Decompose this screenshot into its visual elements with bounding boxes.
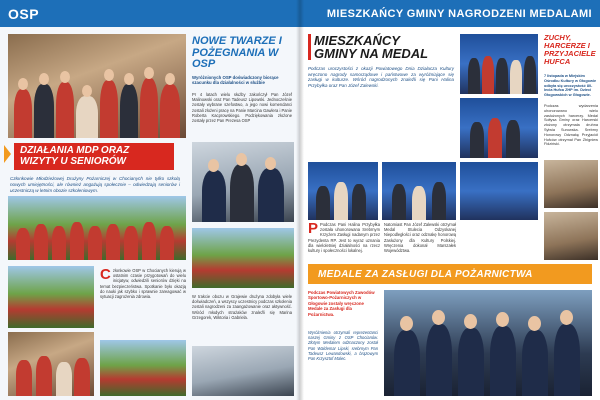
- seniors-meeting-photo: [8, 332, 94, 396]
- medal-band-title: MEDALE ZA ZASŁUGI DLA POŻARNICTWA: [308, 264, 592, 284]
- award-photo: [192, 346, 294, 396]
- right-page: [300, 0, 600, 400]
- title-accent-bar: [308, 34, 311, 60]
- article-body-firefighters: Wyróżnienia otrzymali reprezentanci naszej Gminy z OSP Chocianów. Złotym Medalem odznaczony został Pan Waldemar Lipski, srebrnym Pan Tadeusz Lewandowski, a brązowym Pan Krzysztof Malec.: [308, 330, 378, 362]
- firefighters-photo: [384, 290, 592, 396]
- article-lead-firefighters: Podczas Powiatowych Zawodów Sportowo-Pożarniczych w Głogowie zostały wręczone Medale za Zasługi dla Pożarnictwa.: [308, 290, 375, 317]
- section-header-medals: [300, 0, 600, 27]
- gala-photo-2: [460, 98, 538, 158]
- dropcap-letter: P: [308, 220, 319, 237]
- seniors-visit-photo: [8, 266, 94, 328]
- article-lead-mdp: Członkowie Młodzieżowej Drużyny Pożarniczej w Chocianych nie tylko szkolą nowych umiejętności, ale również angażują społecznie – odwiedzają seniorów i uczestniczą w letnim obozie szkoleniowym.: [10, 176, 180, 193]
- article-title-mdp: DZIAŁANIA MDP ORAZ WIZYTY U SENIORÓW: [14, 143, 174, 170]
- article-lead-medal: Podczas uroczystości z okazji Powiatowego Dnia Działacza Kultury wręczono nagrody samorządowe i państwowe za wyróżniające się zasługi w kulturze. Wśród nagrodzonych znaleźli się Pani Halina Przybyłka oraz Pan Józef Zalewski.: [308, 66, 454, 89]
- article-body-medal-a: [308, 222, 380, 253]
- section-title: MIESZKAŃCY GMINY NAGRODZENI MEDALAMI: [326, 7, 592, 20]
- article-body-medal-a-text: Podczas Pani Halina Przybyłka została uhonorowana Srebrnym Krzyżem Zasługi nadanym przez Prezydenta RP. Jest to wyraz uznania dla wieloletniej działalności na rzecz kultury i społeczności lokalnej.: [308, 222, 380, 254]
- chevron-icon: [4, 145, 11, 163]
- article-lead-scouts: 7 listopada w Miejskim Ośrodku Kultury w Głogowie odbyła się uroczystość 80-lecia Hufca ZHP im. Dzieci Głogowskich w Głogowie.: [544, 74, 597, 98]
- article-title-scouts: ZUCHY, HARCERZE I PRZYJACIELE HUFCA: [544, 33, 596, 66]
- seniors-group-photo: [8, 34, 186, 138]
- article-body-scouts: Podczas wydarzenia uhonorowano wielu zasłużonych harcerzy. Medal Sołtysa Gminy oraz Harcerski złożony otrzymała druhna Sylwia Surowska. Srebrny Honorowy Odznakę Przyjaciół Hufców otrzymał Pan Zbigniew Fidziński.: [544, 104, 598, 147]
- article-body-mdp-a: [100, 268, 186, 299]
- gala-photo-4: [382, 162, 456, 220]
- article-body-new-faces: Pr 4 latach wielu służby zakończył Pan Józef Malinowski oraz Pan Tadeusz Lipowski. Jednocześnie zostały wybrane szefostwo, a jego nowi komendanci zostali złożeni pracę na Panie Marcina Gawlera i Panie Roberta Kacprowskiego. Podziękowania złożone zostały przez Pan Prezesa OSP: [192, 92, 292, 124]
- section-title: OSP: [8, 5, 40, 22]
- ceremony-photo: [192, 142, 294, 222]
- camp-group-photo: [8, 196, 186, 260]
- article-body-mdp-b: W trakcie obozu w Grajewie drużyna zdobyła wiele doświadczeń, a wszyscy uczestnicy podczas szkolenia zostali nagrodzeni za zaangażowanie oraz aktywność. Wśród młodych strażaków znaleźli się Marina Grzegorek, Wiktoria i Gabriela.: [192, 294, 292, 320]
- training-photo: [100, 340, 186, 396]
- scouts-photo-1: [544, 160, 598, 208]
- article-lead-new-faces: Wyróżnionych OSP doświadczony biorące szacunku dla działalności w służbie: [192, 75, 279, 86]
- article-title-new-faces: NOWE TWARZE I POŻEGNANIA W OSP: [192, 35, 282, 71]
- gala-photo-1: [460, 34, 538, 94]
- youth-team-photo: [192, 228, 294, 288]
- gala-photo-5: [460, 162, 538, 220]
- page-gutter: [296, 0, 304, 400]
- dropcap-letter: C: [100, 266, 111, 283]
- article-title-medal: MIESZKAŃCY GMINY NA MEDAL: [314, 33, 429, 61]
- section-header-osp: [0, 0, 300, 27]
- gala-photo-3: [308, 162, 378, 220]
- scouts-photo-2: [544, 212, 598, 260]
- article-body-medal-b: Natomiast Pan Józef Zalewski otrzymał Medal Stulecia Odzyskanej Niepodległości oraz odznakę honorową Zasłużony dla Kultury Polskiej. Wręczenia dokonał Marszałek Województwa.: [384, 222, 456, 254]
- article-body-mdp-a-text: złonkowie OSP w Chocianych kierują w ostatnim czasie przygotowań do wielu inicjatyw, odwiedzili seniorów dzięki na temat bezpieczeństwa. Spotkanie było okazją do nauki jak szybko i sprawnie zareagować w sytuacji zagrożenia zdrowia.: [100, 268, 186, 300]
